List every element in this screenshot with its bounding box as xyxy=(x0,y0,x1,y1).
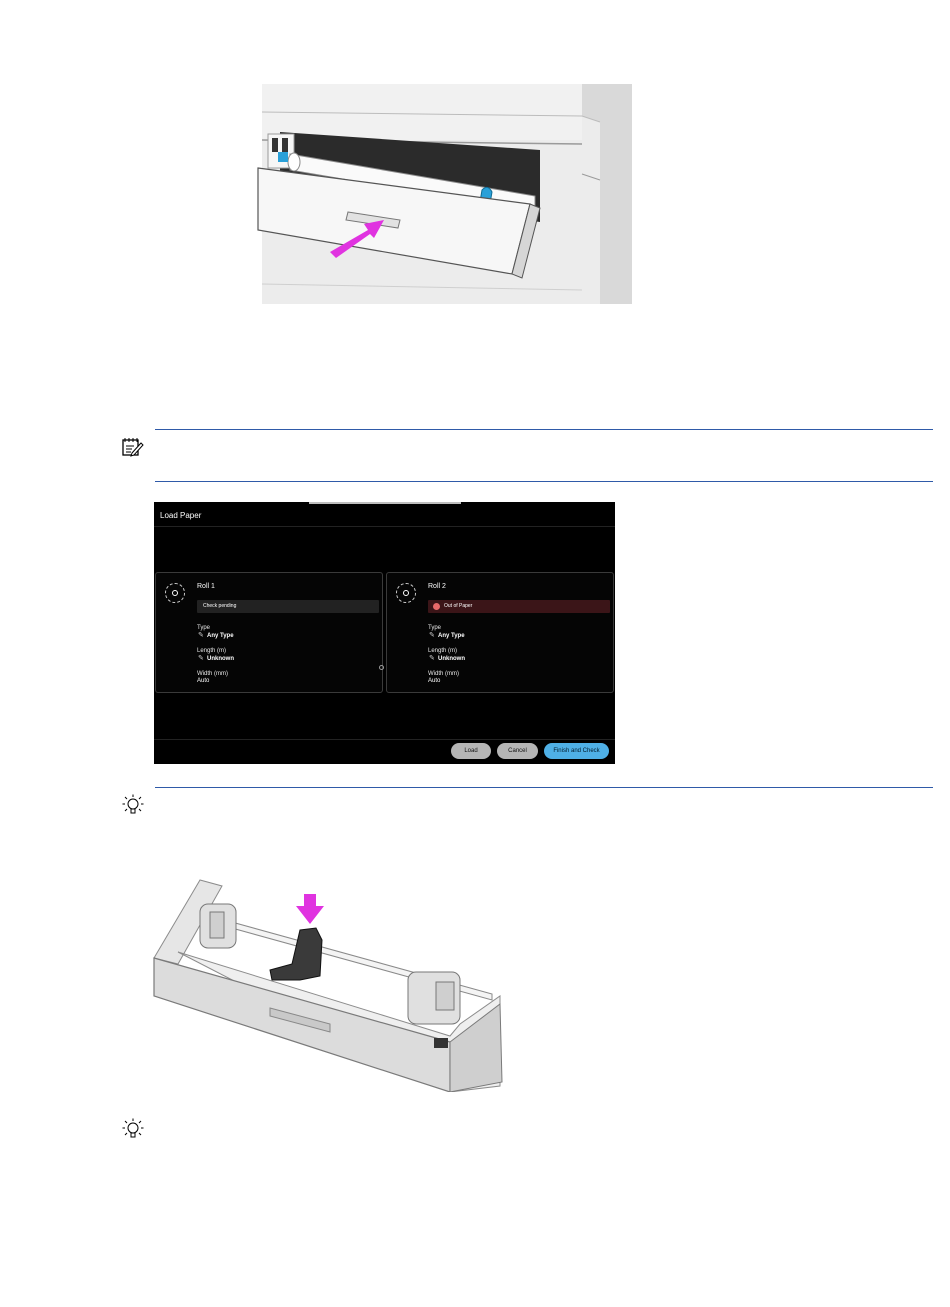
pencil-icon[interactable]: ✎ xyxy=(429,655,435,662)
finish-and-check-button[interactable]: Finish and Check xyxy=(544,743,609,759)
roll-2-card[interactable] xyxy=(386,572,614,693)
load-paper-screen xyxy=(154,502,615,764)
length-value[interactable]: Unknown xyxy=(207,656,234,662)
note-bottom-rule xyxy=(155,481,933,482)
note-top-rule xyxy=(155,429,933,430)
width-label: Width (mm) xyxy=(428,671,459,677)
type-label: Type xyxy=(197,625,211,631)
cancel-button[interactable]: Cancel xyxy=(497,743,538,759)
header-divider xyxy=(154,526,615,527)
load-button[interactable]: Load xyxy=(451,743,491,759)
roll-status: Check pending xyxy=(197,600,379,613)
width-label: Width (mm) xyxy=(197,671,228,677)
roll-icon xyxy=(396,583,416,603)
scroll-indicator xyxy=(379,665,384,670)
width-value: Auto xyxy=(197,678,210,684)
error-icon xyxy=(433,603,440,610)
roll-status xyxy=(428,600,610,613)
tip-1-rule xyxy=(155,787,933,788)
type-value[interactable]: Any Type xyxy=(438,633,465,639)
lightbulb-icon xyxy=(122,794,144,816)
type-value[interactable]: Any Type xyxy=(207,633,234,639)
drag-handle xyxy=(309,502,461,504)
roll-status-text: Out of Paper xyxy=(444,603,473,609)
length-value[interactable]: Unknown xyxy=(438,656,465,662)
length-label: Length (m) xyxy=(197,648,227,654)
type-label: Type xyxy=(428,625,442,631)
roll-name: Roll 2 xyxy=(428,583,446,590)
drawer-spindle-illustration xyxy=(150,876,506,1092)
drawer-insert-illustration xyxy=(250,84,632,304)
lightbulb-icon xyxy=(122,1118,144,1140)
note-icon xyxy=(122,437,144,457)
roll-1-card[interactable] xyxy=(155,572,383,693)
roll-icon xyxy=(165,583,185,603)
roll-name: Roll 1 xyxy=(197,583,215,590)
width-value: Auto xyxy=(428,678,441,684)
length-label: Length (m) xyxy=(428,648,458,654)
footer-divider xyxy=(154,739,615,740)
pencil-icon[interactable]: ✎ xyxy=(198,632,204,639)
pencil-icon[interactable]: ✎ xyxy=(198,655,204,662)
screen-title: Load Paper xyxy=(160,511,202,520)
pencil-icon[interactable]: ✎ xyxy=(429,632,435,639)
